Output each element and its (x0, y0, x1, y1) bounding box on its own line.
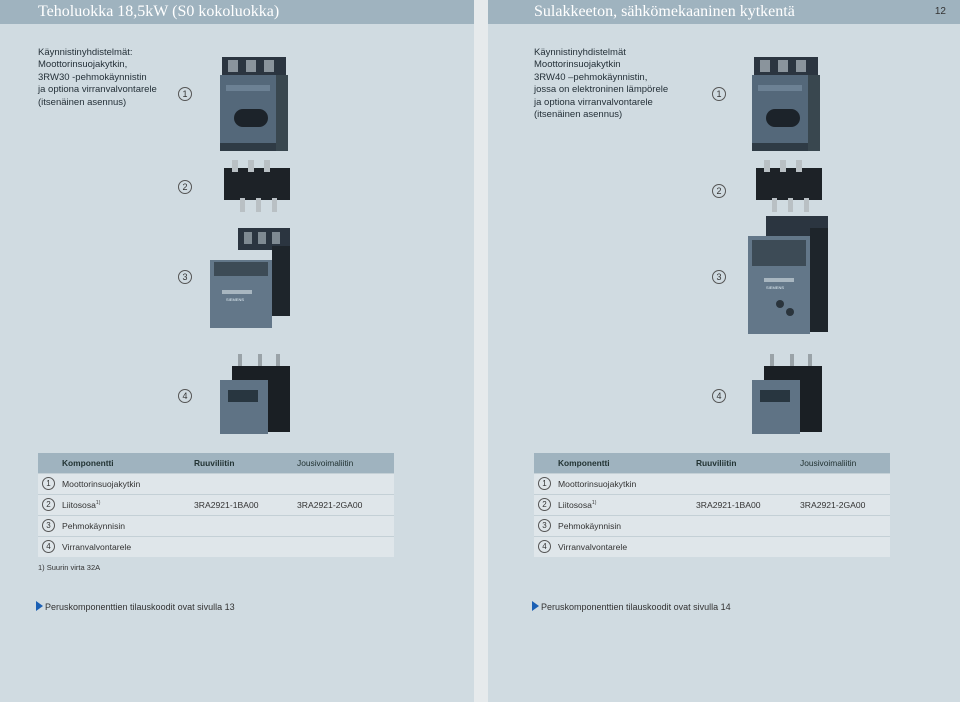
row-number: 3 (42, 519, 55, 532)
arrow-right-icon (532, 601, 539, 611)
left-description (38, 47, 157, 109)
callout-4: 4 (712, 389, 726, 403)
soft-starter-image (746, 214, 830, 336)
cell-component-with-footnote (558, 500, 596, 510)
callout-1: 1 (712, 87, 726, 101)
right-desc-line: Käynnistinyhdistelmät (534, 47, 626, 58)
cell-spring: 3RA2921-2GA00 (297, 500, 363, 510)
callout-3: 3 (712, 270, 726, 284)
table-header (38, 453, 394, 473)
table-row (38, 494, 394, 515)
device-brand-label: SIEMENS (226, 297, 245, 302)
footnote: 1) Suurin virta 32A (38, 563, 101, 572)
motor-protection-switch-image (750, 55, 822, 155)
link-module-image (754, 158, 824, 213)
left-desc-line: Moottorinsuojakytkin, (38, 59, 128, 71)
left-desc-line: ja optiona virranvalvontarele (38, 84, 157, 96)
cell-component: Liitososa (558, 500, 592, 510)
cell-component: Liitososa (62, 500, 96, 510)
table-row (38, 515, 394, 536)
right-header (488, 0, 960, 24)
cell-component-with-footnote (62, 500, 100, 510)
footnote-mark: 1) (95, 500, 101, 507)
callout-3: 3 (178, 270, 192, 284)
current-monitoring-relay-image (750, 352, 822, 434)
footnote-mark: 1) (591, 500, 597, 507)
col-header-spring: Jousivoimaliitin (800, 458, 857, 468)
table-row (38, 536, 394, 557)
cell-component: Moottorinsuojakytkin (62, 479, 141, 489)
cell-screw: 3RA2921-1BA00 (696, 500, 761, 510)
left-desc-line: (itsenäinen asennus) (38, 96, 127, 108)
row-number: 2 (538, 498, 551, 511)
right-page (488, 0, 960, 702)
cell-spring: 3RA2921-2GA00 (800, 500, 866, 510)
right-desc-line: 3RW40 –pehmokäynnistin, (534, 71, 648, 83)
callout-1: 1 (178, 87, 192, 101)
left-desc-line: Käynnistinyhdistelmät: (38, 47, 133, 58)
row-number: 1 (538, 477, 551, 490)
cell-component: Moottorinsuojakytkin (558, 479, 637, 489)
cell-component: Virranvalvontarele (558, 542, 628, 552)
cell-component: Virranvalvontarele (62, 542, 132, 552)
left-components-table (38, 453, 394, 557)
current-monitoring-relay-image (218, 352, 290, 434)
callout-2: 2 (712, 184, 726, 198)
link-text[interactable]: Peruskomponenttien tilauskoodit ovat sivulla 13 (45, 602, 235, 612)
order-codes-link[interactable] (532, 601, 731, 612)
cell-component: Pehmokäynnisin (62, 521, 126, 531)
row-number: 4 (42, 540, 55, 553)
table-row (534, 515, 890, 536)
right-description (534, 47, 668, 121)
device-brand-label: SIEMENS (766, 285, 785, 290)
row-number: 4 (538, 540, 551, 553)
right-desc-line: ja optiona virranvalvontarele (534, 96, 653, 108)
table-row (534, 473, 890, 494)
left-page-title: Teholuokka 18,5kW (S0 kokoluokka) (38, 3, 280, 20)
link-text[interactable]: Peruskomponenttien tilauskoodit ovat sivulla 14 (541, 602, 731, 612)
order-codes-link[interactable] (36, 601, 235, 612)
callout-4: 4 (178, 389, 192, 403)
col-header-screw: Ruuviliitin (696, 458, 737, 468)
cell-component: Pehmokäynnisin (558, 521, 622, 531)
col-header-screw: Ruuviliitin (194, 458, 235, 468)
left-header (0, 0, 474, 24)
motor-protection-switch-image (218, 55, 290, 155)
soft-starter-image (208, 226, 292, 330)
left-page (0, 0, 474, 702)
col-header-component: Komponentti (62, 458, 114, 468)
table-row (534, 536, 890, 557)
left-desc-line: 3RW30 -pehmokäynnistin (38, 71, 147, 83)
row-number: 3 (538, 519, 551, 532)
right-components-table (534, 453, 890, 557)
page-number: 12 (934, 6, 946, 17)
col-header-component: Komponentti (558, 458, 610, 468)
right-desc-line: (itsenäinen asennus) (534, 109, 623, 121)
table-header (534, 453, 890, 473)
right-page-title: Sulakkeeton, sähkömekaaninen kytkentä (534, 3, 795, 20)
cell-screw: 3RA2921-1BA00 (194, 500, 259, 510)
table-row (38, 473, 394, 494)
row-number: 1 (42, 477, 55, 490)
link-module-image (222, 158, 292, 213)
col-header-spring: Jousivoimaliitin (297, 458, 354, 468)
arrow-right-icon (36, 601, 43, 611)
right-desc-line: Moottorinsuojakytkin (534, 59, 621, 71)
callout-2: 2 (178, 180, 192, 194)
row-number: 2 (42, 498, 55, 511)
table-row (534, 494, 890, 515)
right-desc-line: jossa on elektroninen lämpörele (534, 84, 669, 96)
page-gutter (474, 0, 488, 702)
